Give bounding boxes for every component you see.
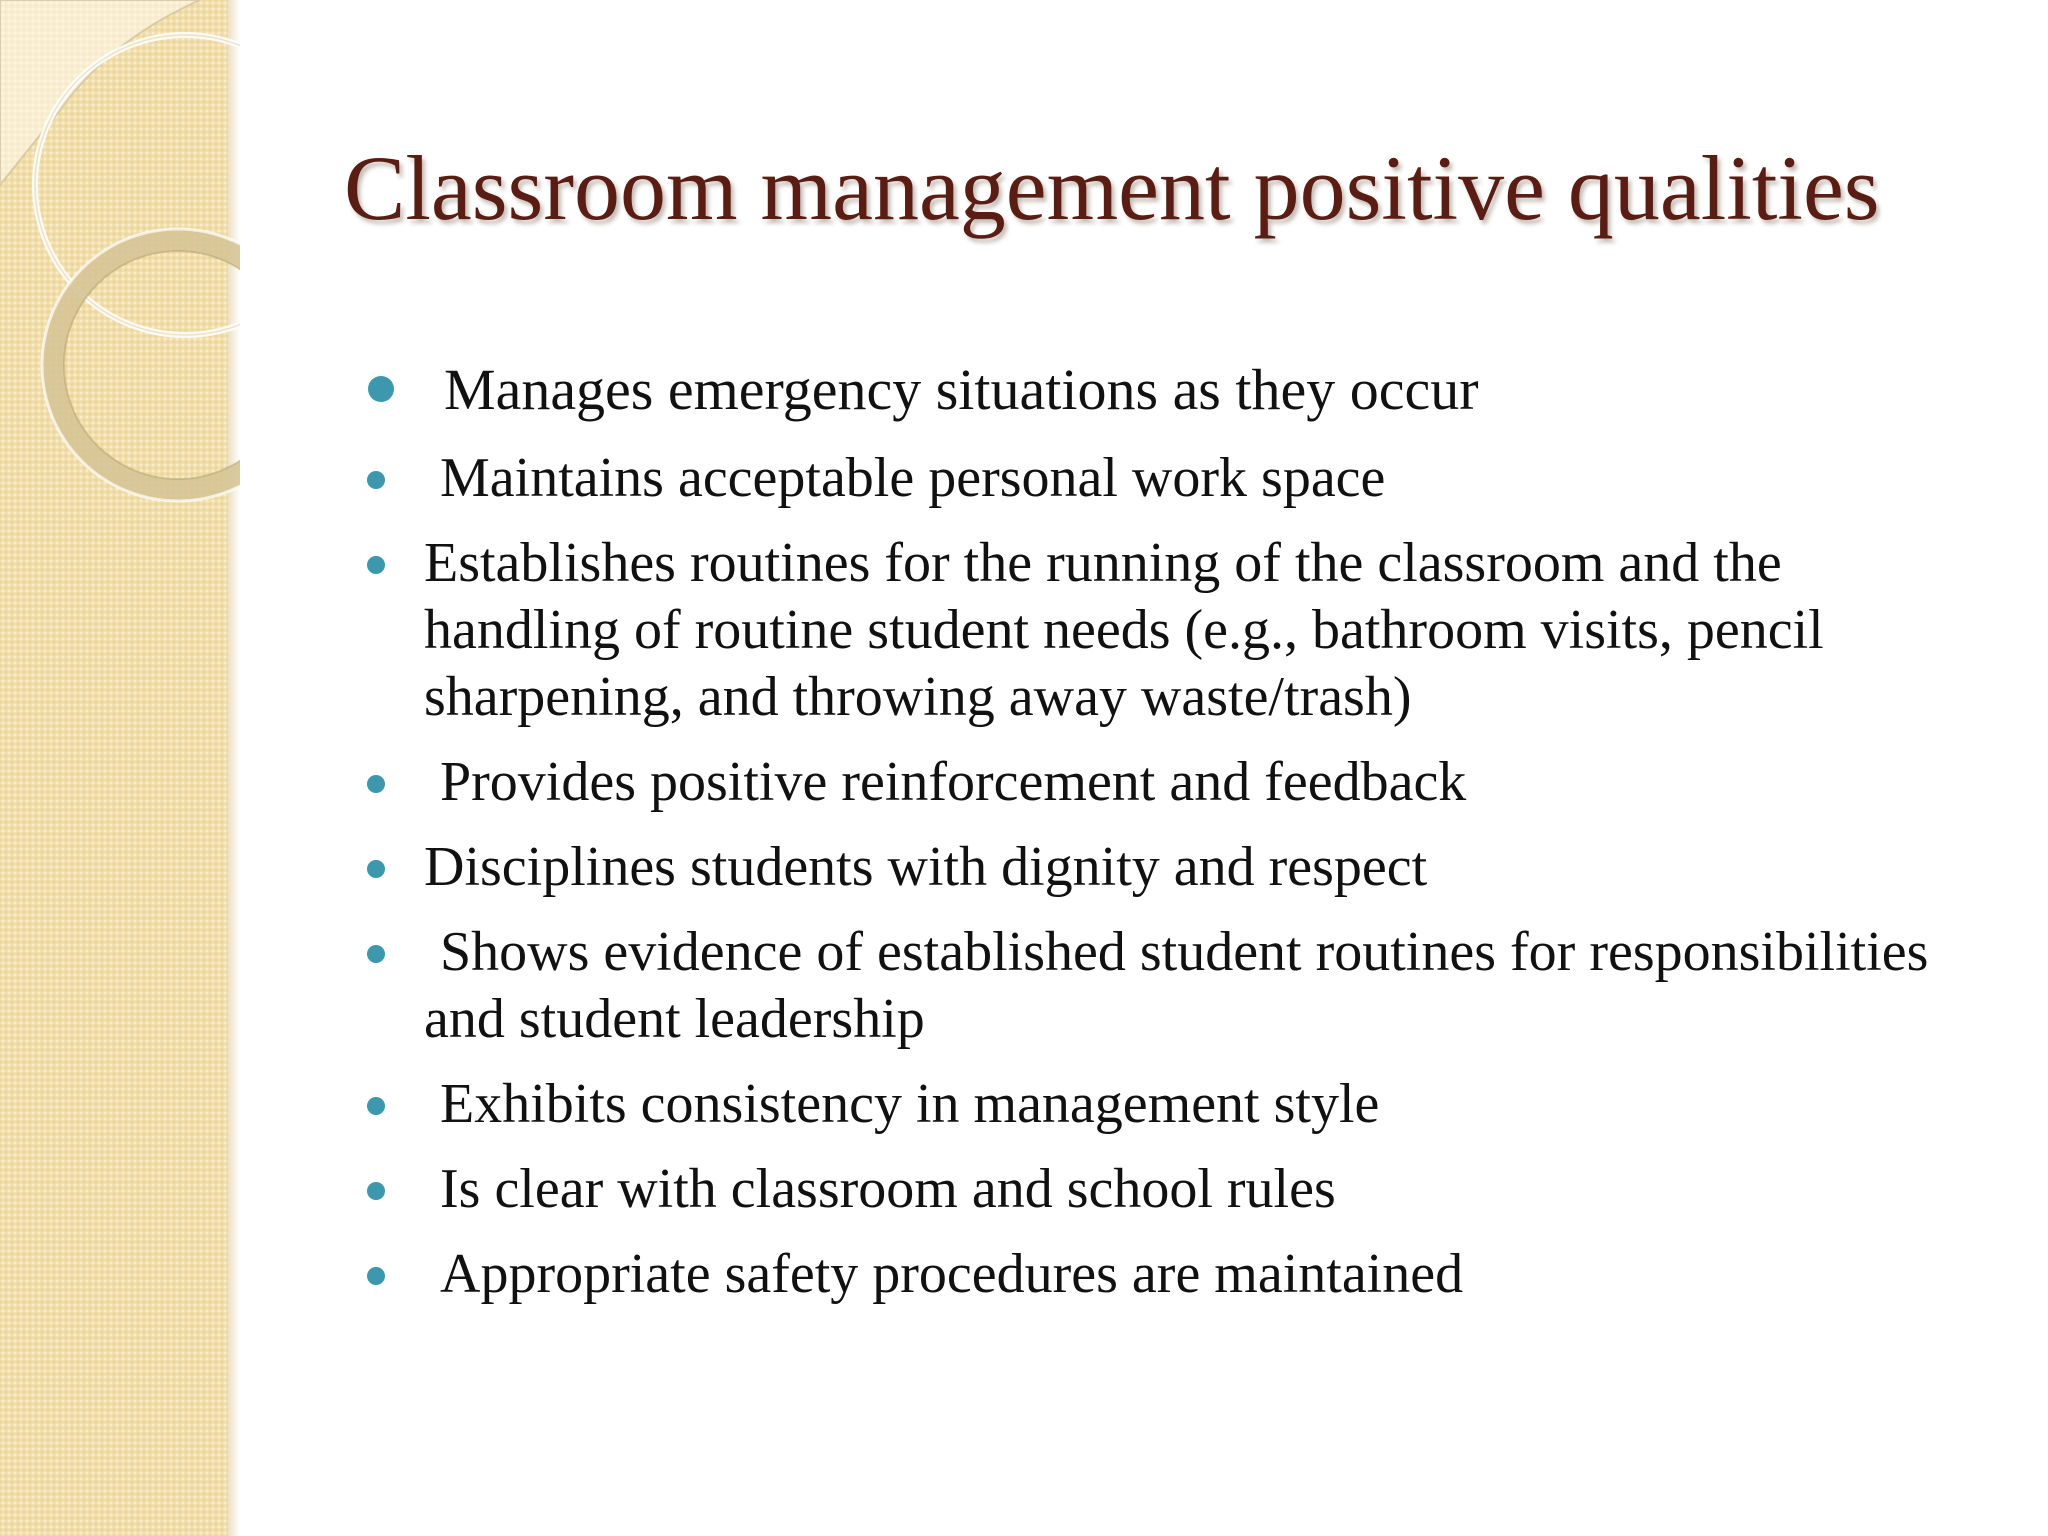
bullet-text: Exhibits consistency in management style <box>440 1073 1380 1135</box>
list-item <box>360 356 1980 423</box>
bullet-dot-icon <box>367 945 385 963</box>
bullet-dot-icon <box>368 376 394 402</box>
bullet-dot-icon <box>367 1097 385 1115</box>
bullet-dot-icon <box>367 860 385 878</box>
bullet-text: Maintains acceptable personal work space <box>440 447 1386 509</box>
bullet-text: Provides positive reinforcement and feedback <box>440 751 1467 813</box>
list-item <box>360 919 1980 1053</box>
bullet-list <box>360 356 1980 1326</box>
bullet-text: Appropriate safety procedures are maintained <box>440 1243 1464 1305</box>
list-item <box>360 1241 1980 1308</box>
bullet-text: Disciplines students with dignity and respect <box>424 836 1428 898</box>
list-item <box>360 834 1980 901</box>
slide-title: Classroom management positive qualities <box>344 137 1880 239</box>
bullet-dot-icon <box>367 1182 385 1200</box>
bullet-text: Manages emergency situations as they occur <box>444 357 1479 422</box>
bullet-dot-icon <box>367 471 385 489</box>
list-item <box>360 445 1980 512</box>
bullet-text: Establishes routines for the running of the classroom and the handling of routine student needs (e.g., bathroom visits, pencil sharpening, and throwing away waste/trash) <box>424 532 1824 728</box>
list-item <box>360 1156 1980 1223</box>
bullet-dot-icon <box>367 556 385 574</box>
bullet-dot-icon <box>367 775 385 793</box>
list-item <box>360 530 1980 731</box>
bullet-dot-icon <box>367 1267 385 1285</box>
list-item <box>360 749 1980 816</box>
list-item <box>360 1071 1980 1138</box>
bullet-text: Is clear with classroom and school rules <box>440 1158 1336 1220</box>
decorative-rings-icon <box>0 0 240 520</box>
bullet-text: Shows evidence of established student routines for responsibilities and student leadership <box>424 921 1929 1050</box>
